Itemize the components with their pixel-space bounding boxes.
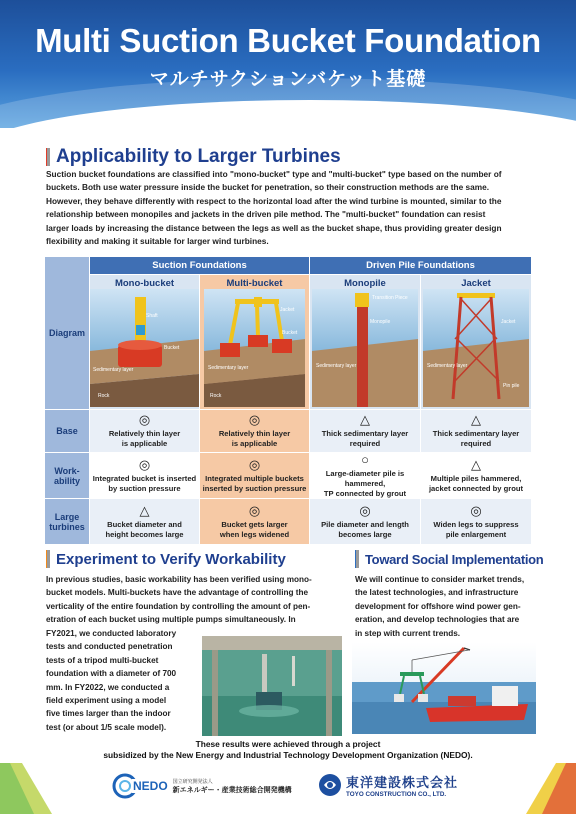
- cell-text: is applicable: [121, 439, 168, 448]
- section-heading-text: Experiment to Verify Workability: [56, 550, 286, 568]
- cell-text: required: [460, 439, 492, 448]
- text-line: development for offshore wind power gen-: [355, 601, 521, 611]
- label-sedimentary: Sedimentary layer: [208, 365, 249, 371]
- heading-marker-icon: [46, 148, 50, 166]
- rating-symbol-icon: ◎: [138, 456, 151, 472]
- cell-text: Thick sedimentary layer: [321, 429, 409, 438]
- row-label-text: Base: [56, 426, 78, 436]
- rating-symbol-icon: △: [360, 412, 370, 427]
- text-line: relationship between monopiles and jackets in the driven pile method. The "multi-bucket" foundation can resist: [46, 209, 486, 220]
- text-line: five times larger than the indoor: [46, 709, 171, 719]
- text-line: tests of a tripod multi-bucket: [46, 655, 159, 665]
- text-line: test (or about 1/5 scale model).: [46, 722, 167, 732]
- cell-text: jacket connected by grout: [428, 483, 524, 493]
- row-label-text: Work-: [54, 465, 80, 476]
- row-label-text: Large: [54, 511, 80, 522]
- column-title: Monopile: [344, 278, 386, 289]
- column-title: Mono-bucket: [114, 278, 175, 289]
- cell-base-mono-bucket: [90, 410, 199, 452]
- label-sedimentary: Sedimentary layer: [93, 367, 134, 373]
- text-line: larger loads by increasing the distance between the legs as well as the bucket shape, thus providing greater design: [46, 222, 502, 233]
- diagram-monopile: [310, 275, 420, 409]
- cell-text: Relatively thin layer: [108, 429, 181, 438]
- cell-workability-monopile: [310, 453, 420, 498]
- section-heading-experiment: [46, 550, 286, 568]
- section2-paragraph-full: [46, 573, 336, 627]
- page-title: Multi Suction Bucket Foundation: [35, 22, 541, 59]
- row-label-base: [45, 410, 89, 452]
- label-monopile: Monopile: [370, 319, 391, 325]
- column-title: Multi-bucket: [226, 278, 283, 289]
- label-bucket: Bucket: [282, 330, 298, 336]
- cell-text: required: [349, 439, 381, 448]
- label-rock: Rock: [210, 393, 222, 399]
- cell-text: by suction pressure: [108, 483, 181, 493]
- text-line: bucket models. Multi-buckets have the advantage of controlling the: [46, 588, 309, 598]
- nedo-text: [173, 778, 292, 795]
- label-jacket: Jacket: [501, 319, 516, 325]
- cell-text: pile enlargement: [445, 529, 507, 539]
- section-heading-social: [355, 550, 543, 568]
- offshore-installation-illustration: [352, 642, 536, 734]
- label-pin-pile: Pin pile: [503, 383, 520, 389]
- text-line: in step with current trends.: [355, 628, 461, 638]
- heading-marker-icon: [355, 550, 359, 568]
- section2-paragraph-narrow: [46, 627, 198, 734]
- section-heading-text: Toward Social Implementation: [365, 551, 544, 567]
- label-shaft: Shaft: [146, 313, 158, 319]
- footer: [0, 763, 576, 814]
- cell-text: height becomes large: [105, 529, 184, 539]
- toyo-jp: 東洋建設株式会社: [346, 775, 459, 790]
- text-line: etration of each bucket using multiple pumps simultaneously. In: [46, 615, 296, 625]
- row-label-large-turbines: [45, 499, 89, 544]
- rating-symbol-icon: ◎: [470, 502, 482, 518]
- rating-symbol-icon: ○: [361, 451, 369, 467]
- group-header-driven-pile: Driven Pile Foundations: [310, 257, 531, 274]
- cell-text: inserted by suction pressure: [202, 483, 307, 493]
- cell-large-mono-bucket: [90, 499, 199, 544]
- cell-text: Relatively thin layer: [218, 429, 291, 438]
- toyo-text: [346, 772, 458, 798]
- diagram-jacket: [421, 275, 531, 409]
- column-title: Jacket: [461, 278, 491, 289]
- label-rock: Rock: [98, 393, 110, 399]
- text-line: flexibility and making it suitable for larger wind turbines.: [46, 236, 269, 247]
- row-label-text: ability: [53, 475, 80, 486]
- text-line: subsidized by the New Energy and Industrial Technology Development Organization (NEDO).: [103, 750, 473, 760]
- monopile-illustration: [310, 289, 420, 407]
- cell-text: Widen legs to suppress: [433, 519, 519, 529]
- cell-text: Integrated bucket is inserted: [92, 473, 197, 483]
- rating-symbol-icon: ◎: [138, 412, 151, 427]
- page-subtitle-jp: マルチサクションバケット基礎: [149, 69, 427, 90]
- label-jacket: Jacket: [280, 307, 295, 313]
- toyo-mark-icon: [318, 773, 342, 797]
- cell-workability-multi-bucket: [200, 453, 309, 498]
- crane-barge-illustration: [352, 642, 536, 734]
- jacket-illustration: [421, 289, 531, 407]
- cell-text: Bucket diameter and: [107, 519, 182, 529]
- row-label-text: turbines: [49, 521, 85, 532]
- label-bucket: Bucket: [164, 345, 180, 351]
- rating-symbol-icon: ◎: [359, 502, 371, 518]
- nedo-jp-small: 国立研究開発法人: [172, 778, 213, 785]
- acknowledgement: [0, 739, 576, 761]
- cell-text: is applicable: [231, 439, 278, 448]
- text-line: These results were achieved through a project: [195, 739, 381, 749]
- text-line: In previous studies, basic workability has been verified using mono-: [46, 575, 312, 584]
- text-line: field experiment using a model: [46, 696, 167, 706]
- diagram-mono-bucket: [90, 275, 199, 409]
- cell-workability-mono-bucket: [90, 453, 199, 498]
- group-header-suction: Suction Foundations: [90, 257, 309, 274]
- cell-large-monopile: [310, 499, 420, 544]
- rating-symbol-icon: ◎: [248, 412, 261, 427]
- label-sedimentary: Sedimentary layer: [316, 363, 357, 369]
- row-label-workability: [45, 453, 89, 498]
- cell-base-jacket: [421, 410, 531, 452]
- text-line: We will continue to consider market trends,: [355, 575, 525, 584]
- cell-large-multi-bucket: [200, 499, 309, 544]
- nedo-logo: [112, 773, 292, 799]
- rating-symbol-icon: ◎: [248, 456, 261, 472]
- cell-workability-jacket: [421, 453, 531, 498]
- experiment-photo: [202, 636, 342, 736]
- cell-text: Pile diameter and length: [321, 519, 409, 529]
- cell-base-multi-bucket: [200, 410, 309, 452]
- nedo-name: NEDO: [133, 779, 168, 793]
- cell-text: TP connected by grout: [323, 488, 407, 498]
- section-heading-applicability: [46, 146, 341, 168]
- cell-large-jacket: [421, 499, 531, 544]
- row-label-diagram: [45, 257, 89, 409]
- mono-bucket-illustration: [90, 289, 199, 407]
- label-transition-piece: Transition Piece: [372, 295, 408, 301]
- rating-symbol-icon: △: [139, 502, 150, 518]
- section3-paragraph: [355, 573, 540, 640]
- text-line: tests and conducted penetration: [46, 642, 173, 652]
- text-line: FY2021, we conducted laboratory: [46, 629, 177, 638]
- cell-text: Integrated multiple buckets: [205, 473, 304, 483]
- rating-symbol-icon: △: [471, 412, 481, 427]
- cell-text: when legs widened: [219, 529, 290, 539]
- section1-paragraph: [46, 168, 538, 248]
- cell-text: becomes large: [338, 529, 392, 539]
- cell-text: Thick sedimentary layer: [432, 429, 520, 438]
- text-line: buckets. Both use water pressure inside the bucket for penetration, so their construction methods are the same.: [46, 182, 490, 193]
- rating-symbol-icon: ◎: [248, 502, 261, 518]
- comparison-table: [45, 257, 531, 544]
- section-heading-text: Applicability to Larger Turbines: [56, 146, 341, 167]
- water-tank-illustration: [202, 636, 342, 736]
- cell-text: Bucket gets larger: [221, 519, 288, 529]
- cell-base-monopile: [310, 410, 420, 452]
- multi-bucket-illustration: [200, 289, 309, 407]
- toyo-logo: [318, 772, 458, 798]
- cell-text: Large-diameter pile is hammered,: [325, 468, 405, 488]
- text-line: the latest technologies, and infrastructure: [355, 588, 519, 598]
- text-line: Suction bucket foundations are classified into "mono-bucket" type and "multi-bucket" type based on the number of: [46, 169, 502, 179]
- rating-symbol-icon: △: [471, 456, 481, 472]
- cell-text: Multiple piles hammered,: [430, 473, 522, 483]
- header-banner: [0, 0, 576, 128]
- text-line: foundation with a diameter of 700: [46, 669, 177, 679]
- text-line: mm. In FY2022, we conducted a: [46, 682, 170, 692]
- text-line: However, they behave differently with respect to the horizontal load after the wind turbine is mounted, similar to the: [46, 195, 502, 206]
- row-label-text: Diagram: [48, 328, 85, 338]
- text-line: verticality of the entire foundation by controlling the amount of pen-: [46, 601, 311, 611]
- text-line: eration, and develop technologies that are: [355, 615, 520, 625]
- nedo-jp: 新エネルギー・産業技術総合開発機構: [172, 786, 292, 794]
- diagram-multi-bucket: [200, 275, 309, 409]
- label-sedimentary: Sedimentary layer: [427, 363, 468, 369]
- heading-marker-icon: [46, 550, 50, 568]
- toyo-en: TOYO CONSTRUCTION CO., LTD.: [346, 791, 447, 798]
